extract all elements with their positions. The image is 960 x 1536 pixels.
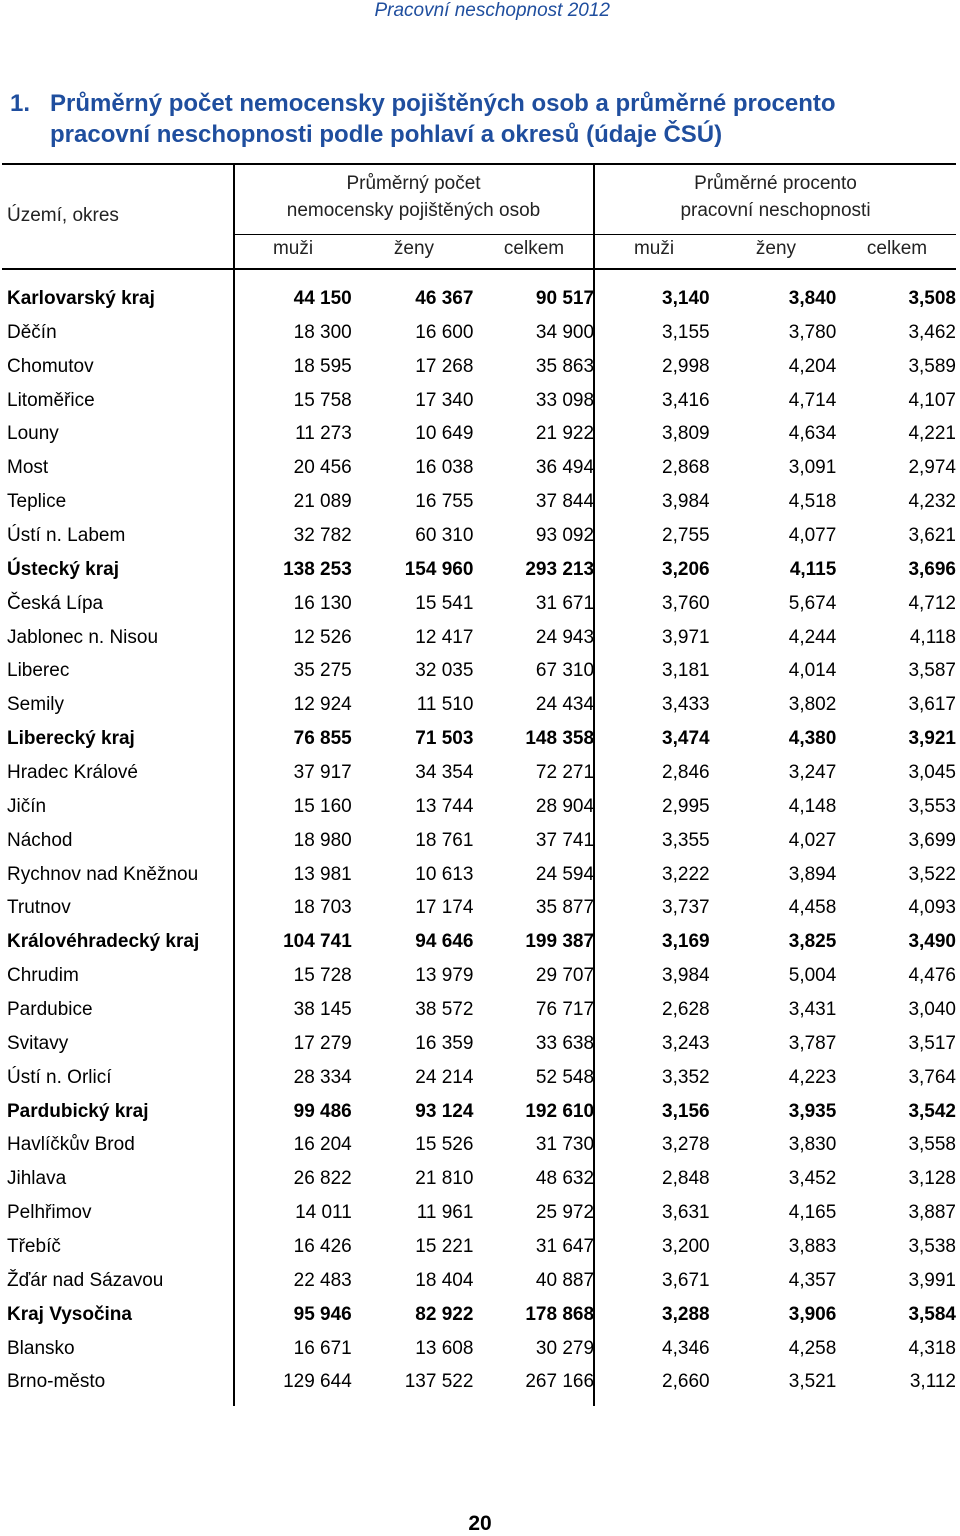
table-row <box>0 1366 956 1400</box>
cell-men-pct: 2,755 <box>662 524 710 546</box>
row-territory-name: Hradec Králové <box>7 761 138 783</box>
table-row <box>0 959 956 993</box>
cell-total-pct: 3,587 <box>908 660 956 682</box>
header-group-insured-line2: nemocensky pojištěných osob <box>286 200 541 221</box>
cell-men-count: 99 486 <box>293 1100 352 1122</box>
cell-women-pct: 5,004 <box>788 965 837 987</box>
cell-men-pct: 3,206 <box>662 558 710 580</box>
table-row <box>0 451 956 485</box>
cell-total-pct: 3,887 <box>908 1202 956 1224</box>
cell-total-count: 48 632 <box>535 1168 595 1190</box>
cell-women-pct: 3,935 <box>788 1100 837 1122</box>
cell-women-count: 16 755 <box>415 491 474 513</box>
table-row <box>0 316 956 350</box>
header-territory: Území, okres <box>7 205 119 226</box>
cell-women-count: 21 810 <box>415 1168 474 1190</box>
cell-men-count: 35 275 <box>293 660 352 682</box>
row-territory-name: Most <box>7 457 49 479</box>
table-row <box>0 1095 956 1129</box>
cell-women-count: 11 961 <box>416 1202 474 1224</box>
cell-women-count: 46 367 <box>415 287 474 309</box>
cell-men-pct: 3,631 <box>662 1202 710 1224</box>
cell-men-pct: 3,352 <box>662 1066 710 1088</box>
row-territory-name: Kraj Vysočina <box>7 1303 132 1325</box>
cell-total-count: 293 213 <box>525 558 595 580</box>
table-row <box>0 1196 956 1230</box>
cell-women-count: 82 922 <box>415 1303 474 1325</box>
table-title-text: Průměrný počet nemocensky pojištěných osob a průměrné procento pracovní neschopnosti podle pohlaví a okresů (údaje ČSÚ) <box>50 90 836 148</box>
cell-men-count: 18 300 <box>293 321 352 343</box>
cell-women-count: 34 354 <box>415 761 474 783</box>
table-row <box>0 891 956 925</box>
cell-total-count: 90 517 <box>535 287 595 309</box>
cell-women-pct: 3,802 <box>788 694 837 716</box>
cell-women-count: 15 221 <box>415 1235 474 1257</box>
table-title <box>10 88 940 150</box>
cell-men-pct: 3,155 <box>662 321 710 343</box>
cell-men-count: 14 011 <box>295 1202 352 1224</box>
cell-total-count: 35 877 <box>535 897 595 919</box>
cell-men-pct: 2,995 <box>662 795 710 817</box>
cell-men-pct: 3,278 <box>662 1134 710 1156</box>
table-row <box>0 1027 956 1061</box>
cell-men-count: 16 204 <box>293 1134 352 1156</box>
cell-total-pct: 4,093 <box>908 897 956 919</box>
row-territory-name: Jihlava <box>7 1168 67 1190</box>
cell-total-pct: 3,508 <box>908 287 956 309</box>
table-row <box>0 485 956 519</box>
cell-men-pct: 3,200 <box>662 1235 710 1257</box>
cell-women-count: 13 979 <box>415 965 474 987</box>
cell-total-pct: 3,558 <box>908 1134 956 1156</box>
cell-men-count: 26 822 <box>293 1168 352 1190</box>
cell-women-count: 18 761 <box>415 829 474 851</box>
cell-men-pct: 3,809 <box>662 423 710 445</box>
table-row <box>0 993 956 1027</box>
cell-men-pct: 3,433 <box>662 694 710 716</box>
cell-total-pct: 3,991 <box>908 1269 956 1291</box>
cell-total-pct: 4,318 <box>908 1337 956 1359</box>
header-top-rule <box>2 163 956 165</box>
cell-men-count: 104 741 <box>283 931 352 953</box>
row-territory-name: Jičín <box>7 795 47 817</box>
cell-women-count: 38 572 <box>415 998 474 1020</box>
cell-women-pct: 4,204 <box>788 355 837 377</box>
cell-men-pct: 2,660 <box>662 1371 710 1393</box>
cell-women-count: 12 417 <box>415 626 474 648</box>
header-group-incapacity-line2: pracovní neschopnosti <box>680 200 871 221</box>
cell-total-count: 21 922 <box>535 423 595 445</box>
table-row <box>0 790 956 824</box>
cell-total-pct: 4,712 <box>908 592 956 614</box>
table-row <box>0 587 956 621</box>
cell-men-count: 28 334 <box>293 1066 352 1088</box>
table-row <box>0 925 956 959</box>
cell-total-count: 178 868 <box>525 1303 595 1325</box>
row-territory-name: Semily <box>7 694 65 716</box>
cell-total-pct: 3,764 <box>908 1066 956 1088</box>
cell-total-count: 24 594 <box>535 863 595 885</box>
row-territory-name: Děčín <box>7 321 57 343</box>
cell-men-count: 15 758 <box>293 389 352 411</box>
cell-women-pct: 4,014 <box>788 660 837 682</box>
cell-total-pct: 3,696 <box>908 558 956 580</box>
cell-men-count: 20 456 <box>293 457 352 479</box>
row-territory-name: Liberec <box>7 660 70 682</box>
cell-men-count: 138 253 <box>283 558 352 580</box>
cell-men-pct: 3,169 <box>662 931 710 953</box>
cell-men-count: 37 917 <box>293 761 352 783</box>
table-row <box>0 282 956 316</box>
cell-total-pct: 3,040 <box>908 998 956 1020</box>
cell-total-count: 30 279 <box>535 1337 595 1359</box>
row-territory-name: Pelhřimov <box>7 1202 92 1224</box>
table-row <box>0 824 956 858</box>
cell-men-pct: 2,846 <box>662 761 710 783</box>
cell-women-pct: 3,906 <box>788 1303 837 1325</box>
cell-men-count: 95 946 <box>293 1303 352 1325</box>
cell-total-count: 28 904 <box>535 795 595 817</box>
cell-total-count: 52 548 <box>535 1066 595 1088</box>
page-number: 20 <box>468 1512 492 1535</box>
cell-total-pct: 3,553 <box>908 795 956 817</box>
subheader-women-pct: ženy <box>755 238 797 259</box>
row-territory-name: Rychnov nad Kněžnou <box>7 863 199 885</box>
cell-women-pct: 4,634 <box>788 423 837 445</box>
cell-men-count: 16 671 <box>293 1337 352 1359</box>
cell-women-count: 71 503 <box>415 728 474 750</box>
cell-men-pct: 3,222 <box>662 863 710 885</box>
cell-men-pct: 3,243 <box>662 1032 710 1054</box>
cell-men-count: 15 160 <box>293 795 352 817</box>
cell-men-count: 76 855 <box>293 728 352 750</box>
cell-total-pct: 3,542 <box>908 1100 956 1122</box>
row-territory-name: Česká Lípa <box>7 592 104 614</box>
cell-women-pct: 3,452 <box>788 1168 837 1190</box>
cell-men-pct: 3,181 <box>662 660 710 682</box>
table-row <box>0 654 956 688</box>
cell-women-count: 16 600 <box>415 321 474 343</box>
table-row <box>0 722 956 756</box>
cell-total-pct: 4,118 <box>909 626 956 648</box>
cell-women-pct: 4,115 <box>789 558 837 580</box>
cell-women-pct: 3,830 <box>788 1134 837 1156</box>
cell-men-count: 18 703 <box>293 897 352 919</box>
cell-total-pct: 4,107 <box>908 389 956 411</box>
cell-women-pct: 3,247 <box>788 761 837 783</box>
table-row <box>0 858 956 892</box>
cell-men-count: 15 728 <box>293 965 352 987</box>
table-body <box>0 282 956 1399</box>
cell-women-count: 17 174 <box>415 897 474 919</box>
cell-men-count: 16 426 <box>293 1235 352 1257</box>
cell-women-pct: 4,077 <box>788 524 837 546</box>
cell-men-pct: 3,984 <box>662 965 710 987</box>
cell-women-pct: 3,521 <box>788 1371 837 1393</box>
cell-women-pct: 4,714 <box>788 389 837 411</box>
cell-men-pct: 3,474 <box>662 728 710 750</box>
cell-total-count: 37 741 <box>535 829 595 851</box>
cell-women-pct: 4,518 <box>788 491 837 513</box>
table-row <box>0 417 956 451</box>
cell-men-count: 38 145 <box>293 998 352 1020</box>
cell-men-count: 21 089 <box>293 491 352 513</box>
cell-total-pct: 3,462 <box>908 321 956 343</box>
cell-total-count: 31 730 <box>535 1134 595 1156</box>
cell-women-count: 94 646 <box>415 931 474 953</box>
cell-total-pct: 4,232 <box>908 491 956 513</box>
table-row <box>0 1264 956 1298</box>
cell-men-pct: 4,346 <box>662 1337 710 1359</box>
table-row <box>0 1128 956 1162</box>
row-territory-name: Královéhradecký kraj <box>7 931 200 953</box>
cell-women-count: 15 526 <box>415 1134 474 1156</box>
cell-total-count: 33 638 <box>535 1032 595 1054</box>
cell-women-pct: 3,840 <box>788 287 837 309</box>
running-head: Pracovní neschopnost 2012 <box>374 0 610 21</box>
cell-men-count: 16 130 <box>293 592 352 614</box>
subheader-total-count: celkem <box>503 238 565 259</box>
cell-total-count: 76 717 <box>535 998 595 1020</box>
cell-men-pct: 2,628 <box>662 998 710 1020</box>
row-territory-name: Ústí n. Labem <box>7 524 126 546</box>
header-group-insured-line1: Průměrný počet <box>346 173 481 194</box>
header-group-incapacity-line1: Průměrné procento <box>694 173 857 194</box>
cell-men-count: 44 150 <box>293 287 352 309</box>
cell-total-pct: 3,621 <box>908 524 956 546</box>
cell-women-count: 93 124 <box>415 1100 474 1122</box>
cell-women-pct: 3,894 <box>788 863 837 885</box>
cell-women-pct: 4,357 <box>788 1269 837 1291</box>
subheader-women-count: ženy <box>393 238 435 259</box>
cell-men-pct: 3,760 <box>662 592 710 614</box>
table-row <box>0 384 956 418</box>
cell-men-count: 129 644 <box>283 1371 352 1393</box>
cell-men-pct: 2,998 <box>662 355 710 377</box>
table-row <box>0 519 956 553</box>
subheader-men-count: muži <box>272 238 314 259</box>
cell-men-count: 17 279 <box>293 1032 352 1054</box>
row-territory-name: Havlíčkův Brod <box>7 1134 135 1156</box>
cell-total-count: 67 310 <box>535 660 595 682</box>
cell-women-count: 137 522 <box>404 1371 474 1393</box>
cell-men-pct: 3,671 <box>662 1269 710 1291</box>
cell-women-count: 17 268 <box>415 355 474 377</box>
cell-women-count: 16 038 <box>415 457 474 479</box>
row-territory-name: Náchod <box>7 829 73 851</box>
row-territory-name: Žďár nad Sázavou <box>7 1269 164 1291</box>
table-row <box>0 1298 956 1332</box>
table-row <box>0 621 956 655</box>
cell-men-count: 22 483 <box>293 1269 352 1291</box>
cell-women-pct: 4,380 <box>788 728 837 750</box>
cell-total-count: 192 610 <box>525 1100 595 1122</box>
cell-men-count: 12 924 <box>293 694 352 716</box>
row-territory-name: Třebíč <box>7 1235 61 1257</box>
cell-men-count: 13 981 <box>293 863 352 885</box>
cell-total-pct: 3,490 <box>908 931 956 953</box>
cell-total-pct: 3,538 <box>908 1235 956 1257</box>
table-row <box>0 756 956 790</box>
cell-total-pct: 4,476 <box>908 965 956 987</box>
cell-total-pct: 3,045 <box>908 761 956 783</box>
table-row <box>0 1162 956 1196</box>
row-territory-name: Teplice <box>7 491 67 513</box>
cell-total-count: 36 494 <box>535 457 595 479</box>
cell-women-count: 60 310 <box>415 524 474 546</box>
cell-men-count: 11 273 <box>295 423 352 445</box>
cell-men-pct: 2,848 <box>662 1168 710 1190</box>
cell-men-count: 12 526 <box>293 626 352 648</box>
row-territory-name: Trutnov <box>7 897 71 919</box>
cell-women-pct: 4,148 <box>788 795 837 817</box>
cell-women-count: 10 649 <box>415 423 474 445</box>
cell-total-pct: 3,589 <box>908 355 956 377</box>
cell-total-pct: 3,522 <box>908 863 956 885</box>
cell-men-count: 18 980 <box>293 829 352 851</box>
cell-women-pct: 4,458 <box>788 897 837 919</box>
cell-total-count: 267 166 <box>525 1371 595 1393</box>
cell-women-pct: 3,780 <box>788 321 837 343</box>
cell-total-count: 31 671 <box>535 592 595 614</box>
cell-men-pct: 3,355 <box>662 829 710 851</box>
row-territory-name: Jablonec n. Nisou <box>7 626 159 648</box>
cell-women-pct: 4,244 <box>788 626 837 648</box>
table-row <box>0 553 956 587</box>
cell-total-pct: 3,517 <box>908 1032 956 1054</box>
cell-men-pct: 3,140 <box>662 287 710 309</box>
table-row <box>0 1332 956 1366</box>
cell-women-pct: 4,223 <box>788 1066 837 1088</box>
cell-total-pct: 3,699 <box>908 829 956 851</box>
row-territory-name: Pardubický kraj <box>7 1100 149 1122</box>
cell-men-pct: 3,416 <box>662 389 710 411</box>
cell-women-count: 32 035 <box>415 660 474 682</box>
cell-total-pct: 3,617 <box>908 694 956 716</box>
cell-total-count: 34 900 <box>535 321 595 343</box>
cell-women-count: 13 744 <box>415 795 474 817</box>
cell-men-count: 32 782 <box>293 524 352 546</box>
cell-total-pct: 2,974 <box>908 457 956 479</box>
cell-women-count: 11 510 <box>416 694 474 716</box>
cell-women-pct: 3,825 <box>788 931 837 953</box>
cell-men-pct: 2,868 <box>662 457 710 479</box>
cell-women-count: 24 214 <box>415 1066 474 1088</box>
row-territory-name: Svitavy <box>7 1032 69 1054</box>
cell-total-count: 31 647 <box>535 1235 595 1257</box>
cell-women-pct: 3,883 <box>788 1235 837 1257</box>
cell-women-count: 17 340 <box>415 389 474 411</box>
cell-men-count: 18 595 <box>293 355 352 377</box>
row-territory-name: Liberecký kraj <box>7 728 135 750</box>
cell-women-pct: 3,431 <box>788 998 837 1020</box>
cell-total-count: 29 707 <box>535 965 595 987</box>
cell-men-pct: 3,984 <box>662 491 710 513</box>
data-table <box>0 282 956 1399</box>
subheader-men-pct: muži <box>633 238 675 259</box>
cell-total-count: 24 434 <box>535 694 595 716</box>
cell-total-count: 40 887 <box>535 1269 595 1291</box>
row-territory-name: Louny <box>7 423 59 445</box>
row-territory-name: Ústecký kraj <box>7 558 119 580</box>
table-row <box>0 350 956 384</box>
cell-women-pct: 4,165 <box>788 1202 837 1224</box>
cell-total-pct: 3,128 <box>908 1168 956 1190</box>
table-number: 1. <box>10 90 31 117</box>
cell-total-pct: 3,584 <box>908 1303 956 1325</box>
cell-women-pct: 3,091 <box>788 457 837 479</box>
cell-total-count: 148 358 <box>525 728 595 750</box>
cell-women-count: 154 960 <box>404 558 474 580</box>
row-territory-name: Chomutov <box>7 355 94 377</box>
row-territory-name: Blansko <box>7 1337 75 1359</box>
cell-women-count: 10 613 <box>415 863 474 885</box>
subheader-total-pct: celkem <box>866 238 928 259</box>
cell-women-count: 16 359 <box>415 1032 474 1054</box>
cell-men-pct: 3,971 <box>662 626 710 648</box>
row-territory-name: Pardubice <box>7 998 93 1020</box>
cell-women-count: 18 404 <box>415 1269 474 1291</box>
cell-total-count: 37 844 <box>535 491 595 513</box>
header-mid-rule <box>234 234 956 235</box>
table-row <box>0 1061 956 1095</box>
table-row <box>0 688 956 722</box>
cell-total-count: 25 972 <box>535 1202 595 1224</box>
cell-women-count: 15 541 <box>415 592 474 614</box>
table-row <box>0 1230 956 1264</box>
cell-total-count: 72 271 <box>535 761 595 783</box>
cell-men-pct: 3,737 <box>662 897 710 919</box>
cell-women-pct: 5,674 <box>788 592 837 614</box>
cell-total-count: 35 863 <box>535 355 595 377</box>
cell-women-count: 13 608 <box>415 1337 474 1359</box>
cell-total-pct: 4,221 <box>908 423 956 445</box>
cell-total-count: 33 098 <box>535 389 595 411</box>
row-territory-name: Litoměřice <box>7 389 95 411</box>
row-territory-name: Brno-město <box>7 1371 106 1393</box>
cell-men-pct: 3,288 <box>662 1303 710 1325</box>
row-territory-name: Karlovarský kraj <box>7 287 155 309</box>
row-territory-name: Ústí n. Orlicí <box>7 1066 112 1088</box>
cell-total-count: 199 387 <box>525 931 595 953</box>
cell-women-pct: 4,027 <box>788 829 837 851</box>
cell-total-count: 93 092 <box>535 524 595 546</box>
cell-total-pct: 3,112 <box>909 1371 956 1393</box>
cell-women-pct: 4,258 <box>788 1337 837 1359</box>
cell-men-pct: 3,156 <box>662 1100 710 1122</box>
row-territory-name: Chrudim <box>7 965 79 987</box>
cell-total-count: 24 943 <box>535 626 595 648</box>
cell-total-pct: 3,921 <box>908 728 956 750</box>
header-bottom-rule <box>2 268 956 270</box>
cell-women-pct: 3,787 <box>788 1032 837 1054</box>
